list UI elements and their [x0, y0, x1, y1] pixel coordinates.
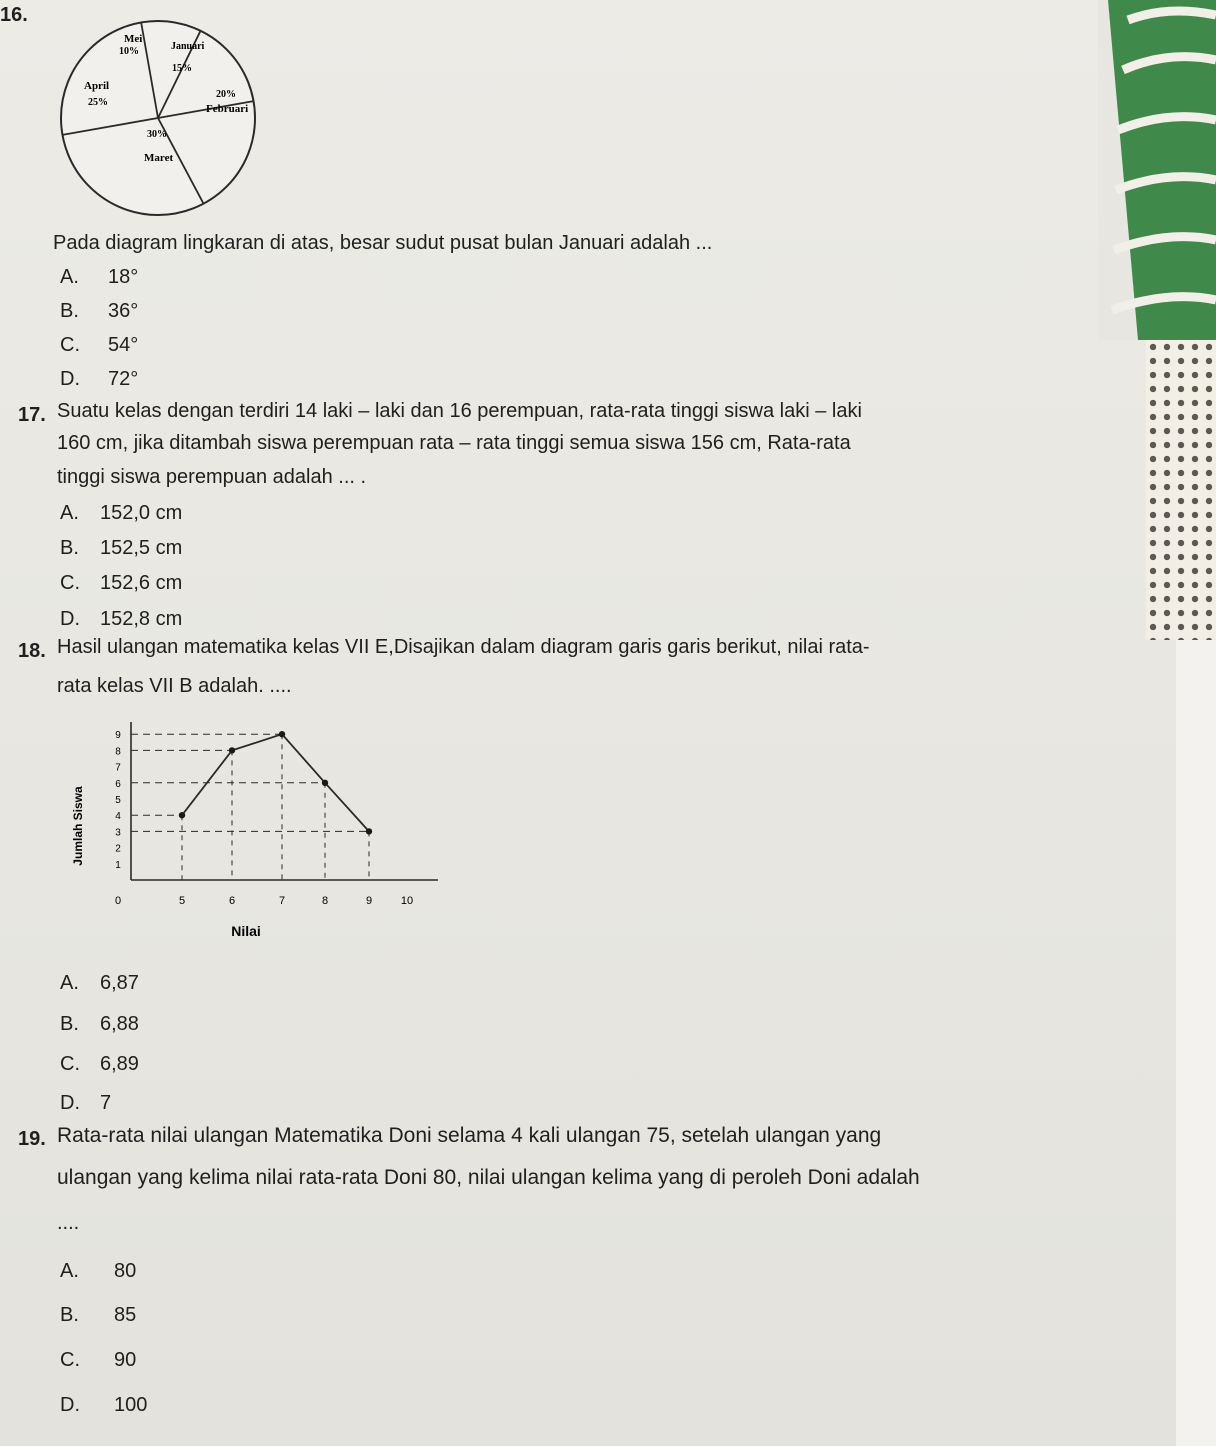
q19-line-2: ulangan yang kelima nilai rata-rata Doni 80, nilai ulangan kelima yang di peroleh Doni adalah: [57, 1166, 920, 1189]
x-axis-label: Nilai: [231, 923, 261, 939]
q18-option-d-value: 7: [100, 1092, 112, 1114]
q16-option-b-label: B.: [60, 300, 79, 322]
q19-line-3: ....: [57, 1212, 80, 1234]
pie-value-april: 25%: [88, 97, 108, 108]
pie-label-mei: Mei: [124, 33, 143, 45]
x-tick-0: 0: [114, 895, 122, 907]
q18-option-a-label: A.: [60, 972, 79, 994]
pie-value-februari: 20%: [216, 89, 236, 100]
q16-option-c-label: C.: [60, 334, 80, 356]
q17-option-a-value: 152,0 cm: [100, 502, 183, 524]
q18-option-b-label: B.: [60, 1013, 79, 1035]
q19-number: 19.: [18, 1128, 46, 1150]
q18-line-2: rata kelas VII B adalah. ....: [57, 675, 292, 697]
data-point-6: [229, 747, 235, 753]
q19-option-d-value: 100: [114, 1394, 148, 1416]
q16-number: 16.: [0, 4, 28, 26]
q19-option-b-label: B.: [60, 1304, 79, 1326]
q17-line-1: Suatu kelas dengan terdiri 14 laki – laki dan 16 perempuan, rata-rata tinggi siswa laki – laki: [57, 400, 862, 422]
y-tick-4: 4: [115, 811, 121, 823]
y-tick-9: 9: [115, 730, 121, 742]
lace-cloth: [1146, 340, 1216, 640]
q18-option-a-value: 6,87: [100, 972, 139, 994]
pie-value-mei: 10%: [119, 46, 139, 57]
q19-option-a-label: A.: [60, 1260, 79, 1282]
x-tick-9: 9: [365, 895, 373, 907]
pie-label-maret: Maret: [144, 152, 174, 164]
q17-option-c-label: C.: [60, 572, 80, 594]
q16-option-d-label: D.: [60, 368, 80, 390]
q16-option-a-label: A.: [60, 266, 79, 288]
x-tick-labels: [115, 895, 413, 907]
data-point-8: [322, 780, 328, 786]
q18-option-d-label: D.: [60, 1092, 80, 1114]
background-cloth: [1098, 0, 1216, 1446]
q19-option-b-value: 85: [114, 1304, 137, 1326]
green-book-stack: [1098, 0, 1216, 340]
q19-option-a-value: 80: [114, 1260, 137, 1282]
y-axis-label: Jumlah Siswa: [71, 786, 85, 866]
q19-option-c-value: 90: [114, 1349, 137, 1371]
q17-option-a-label: A.: [60, 502, 79, 524]
q19-line-1: Rata-rata nilai ulangan Matematika Doni selama 4 kali ulangan 75, setelah ulangan yang: [57, 1124, 882, 1147]
q18-option-b-value: 6,88: [100, 1013, 139, 1035]
q16-option-c-value: 54°: [108, 334, 139, 356]
q19-option-d-label: D.: [60, 1394, 80, 1416]
q18-number: 18.: [18, 640, 46, 662]
q18-option-c-label: C.: [60, 1053, 80, 1075]
pie-chart: [46, 20, 276, 220]
q17-option-d-value: 152,8 cm: [100, 608, 183, 630]
y-tick-3: 3: [115, 827, 121, 839]
q18-line-1: Hasil ulangan matematika kelas VII E,Disajikan dalam diagram garis garis berikut, nilai rata-: [57, 636, 870, 658]
q17-line-2: 160 cm, jika ditambah siswa perempuan rata – rata tinggi semua siswa 156 cm, Rata-rata: [57, 432, 851, 454]
data-point-5: [179, 812, 185, 818]
q17-option-d-label: D.: [60, 608, 80, 630]
q18-option-c-value: 6,89: [100, 1053, 139, 1075]
y-tick-8: 8: [115, 746, 121, 758]
q17-number: 17.: [18, 404, 46, 426]
line-chart: [60, 718, 460, 948]
q17-option-b-label: B.: [60, 537, 79, 559]
x-tick-8: 8: [321, 895, 329, 907]
pie-value-maret: 30%: [147, 129, 167, 140]
q16-question: Pada diagram lingkaran di atas, besar sudut pusat bulan Januari adalah ...: [53, 232, 713, 254]
y-tick-6: 6: [115, 778, 121, 790]
y-tick-1: 1: [115, 859, 121, 871]
q19-option-c-label: C.: [60, 1349, 80, 1371]
line-chart-guides: [131, 734, 369, 880]
q17-option-c-value: 152,6 cm: [100, 572, 183, 594]
y-tick-labels: [115, 730, 121, 871]
y-tick-2: 2: [115, 843, 121, 855]
x-tick-7: 7: [278, 895, 286, 907]
pie-label-april: April: [84, 80, 110, 92]
q16-option-b-value: 36°: [108, 300, 139, 322]
pie-label-januari: Januari: [171, 41, 205, 52]
data-point-7: [279, 731, 285, 737]
y-tick-7: 7: [115, 762, 121, 774]
white-cloth: [1176, 640, 1216, 1446]
pie-label-februari: Februari: [206, 103, 249, 115]
x-tick-10: 10: [400, 895, 414, 907]
x-tick-5: 5: [178, 895, 186, 907]
q16-option-d-value: 72°: [108, 368, 139, 390]
q16-option-a-value: 18°: [108, 266, 139, 288]
data-point-9: [366, 828, 372, 834]
y-tick-5: 5: [115, 795, 121, 806]
pie-value-januari: 15%: [172, 63, 192, 74]
x-tick-6: 6: [228, 895, 236, 907]
q17-option-b-value: 152,5 cm: [100, 537, 183, 559]
q17-line-3: tinggi siswa perempuan adalah ... .: [57, 466, 367, 488]
